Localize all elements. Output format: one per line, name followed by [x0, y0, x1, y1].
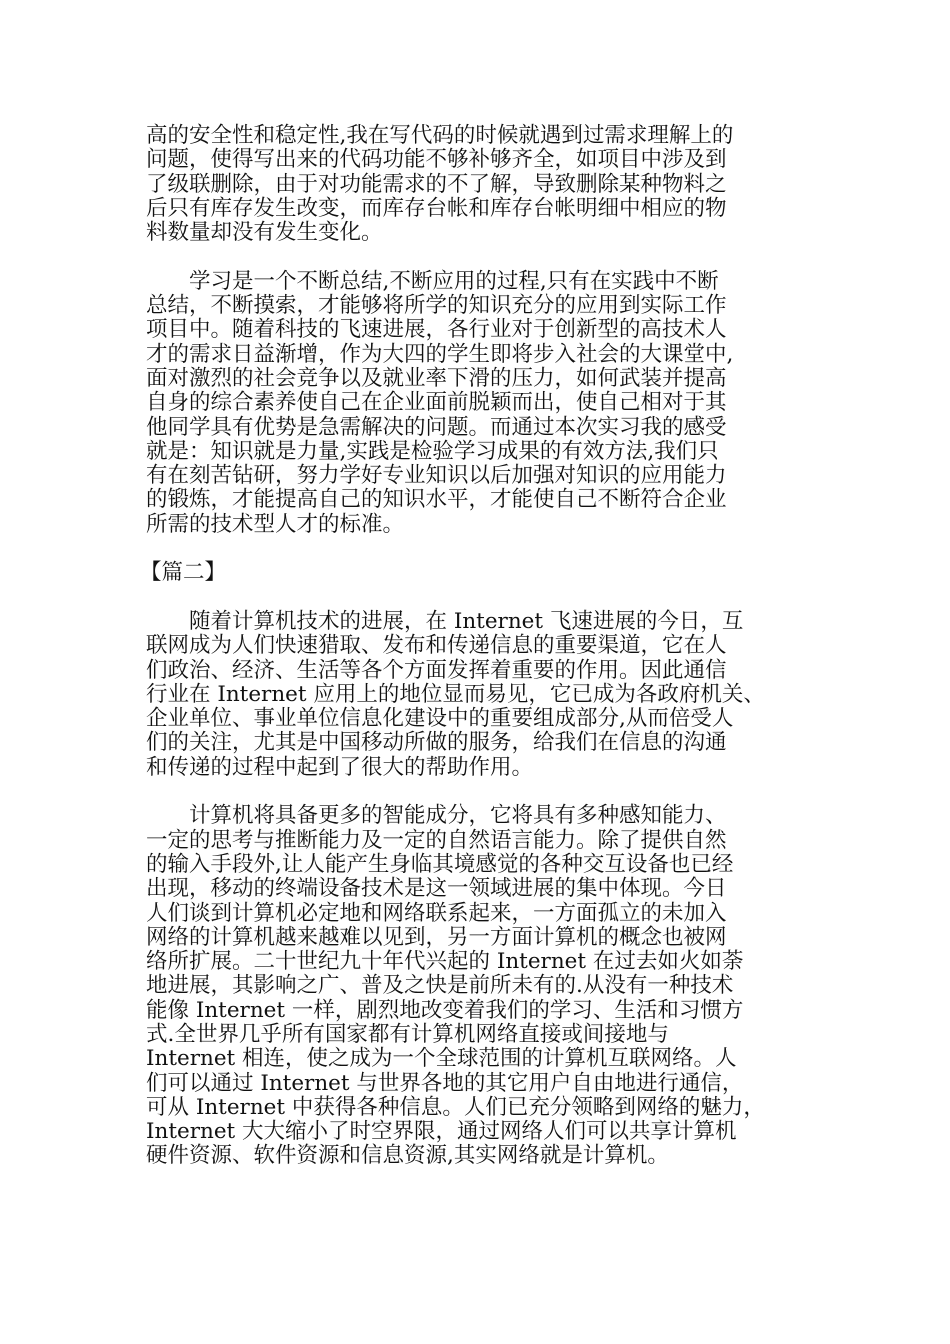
text-line: 联网成为人们快速猎取、发布和传递信息的重要渠道，它在人: [146, 633, 727, 659]
text-line: 们可以通过 Internet 与世界各地的其它用户自由地进行通信，: [146, 1070, 744, 1096]
text-line: 后只有库存发生改变，而库存台帐和库存台帐明细中相应的物: [146, 195, 727, 221]
text-line: 自身的综合素养使自己在企业面前脱颖而出，使自己相对于其: [146, 390, 727, 416]
text-line: 一定的思考与推断能力及一定的自然语言能力。除了提供自然: [146, 827, 727, 853]
text-line: 出现，移动的终端设备技术是这一领域进展的集中体现。今日: [146, 876, 727, 902]
section-heading: 【篇二】: [140, 560, 227, 586]
text-line: 的锻炼，才能提高自己的知识水平，才能使自己不断符合企业: [146, 487, 727, 513]
text-line: Internet 相连，使之成为一个全球范围的计算机互联网络。人: [146, 1046, 737, 1072]
text-line: 项目中。随着科技的飞速进展，各行业对于创新型的高技术人: [146, 317, 727, 343]
paragraph-2: [146, 270, 806, 537]
text-line: 地进展，其影响之广、普及之快是前所未有的.从没有一种技术: [146, 973, 734, 999]
text-line: 和传递的过程中起到了很大的帮助作用。: [146, 754, 534, 780]
text-line: 们的关注，尤其是中国移动所做的服务，给我们在信息的沟通: [146, 730, 727, 756]
text-line: 料数量却没有发生变化。: [146, 220, 383, 246]
text-line: 所需的技术型人才的标准。: [146, 511, 405, 537]
text-line: 们政治、经济、生活等各个方面发挥着重要的作用。因此通信: [146, 657, 727, 683]
text-line: 学习是一个不断总结,不断应用的过程,只有在实践中不断: [189, 268, 719, 294]
paragraph-4: [146, 804, 806, 1168]
text-line: 随着计算机技术的进展，在 Internet 飞速进展的今日，互: [189, 608, 744, 634]
text-line: 总结，不断摸索，才能够将所学的知识充分的应用到实际工作: [146, 293, 727, 319]
text-line: 高的安全性和稳定性,我在写代码的时候就遇到过需求理解上的: [146, 123, 734, 148]
text-line: 行业在 Internet 应用上的地位显而易见，它已成为各政府机关、: [146, 681, 765, 707]
document-page: [140, 123, 806, 1193]
text-line: 网络的计算机越来越难以见到，另一方面计算机的概念也被网: [146, 924, 727, 950]
text-line: 能像 Internet 一样，剧烈地改变着我们的学习、生活和习惯方: [146, 997, 744, 1023]
text-line: 面对激烈的社会竞争以及就业率下滑的压力，如何武装并提高: [146, 365, 727, 391]
text-line: Internet 大大缩小了时空界限，通过网络人们可以共享计算机: [146, 1119, 737, 1145]
text-line: 了级联删除，由于对功能需求的不了解，导致删除某种物料之: [146, 171, 727, 197]
text-line: 才的需求日益渐增，作为大四的学生即将步入社会的大课堂中,: [146, 341, 734, 367]
paragraph-1: [146, 124, 806, 245]
text-line: 可从 Internet 中获得各种信息。人们已充分领略到网络的魅力，: [146, 1094, 765, 1120]
text-line: 式.全世界几乎所有国家都有计算机网络直接或间接地与: [146, 1021, 669, 1047]
text-line: 问题，使得写出来的代码功能不够补够齐全，如项目中涉及到: [146, 147, 727, 173]
text-line: 人们谈到计算机必定地和网络联系起来，一方面孤立的未加入: [146, 900, 727, 926]
text-line: 有在刻苦钻研，努力学好专业知识以后加强对知识的应用能力: [146, 463, 727, 489]
text-line: 企业单位、事业单位信息化建设中的重要组成部分,从而倍受人: [146, 706, 734, 732]
text-line: 就是：知识就是力量,实践是检验学习成果的有效方法,我们只: [146, 438, 719, 464]
text-line: 他同学具有优势是急需解决的问题。而通过本次实习我的感受: [146, 414, 727, 440]
text-line: 的输入手段外,让人能产生身临其境感觉的各种交互设备也已经: [146, 851, 734, 877]
text-line: 计算机将具备更多的智能成分，它将具有多种感知能力、: [189, 803, 727, 829]
paragraph-3: [146, 610, 806, 780]
text-line: 硬件资源、软件资源和信息资源,其实网络就是计算机。: [146, 1143, 669, 1169]
text-line: 络所扩展。二十世纪九十年代兴起的 Internet 在过去如火如荼: [146, 949, 744, 975]
